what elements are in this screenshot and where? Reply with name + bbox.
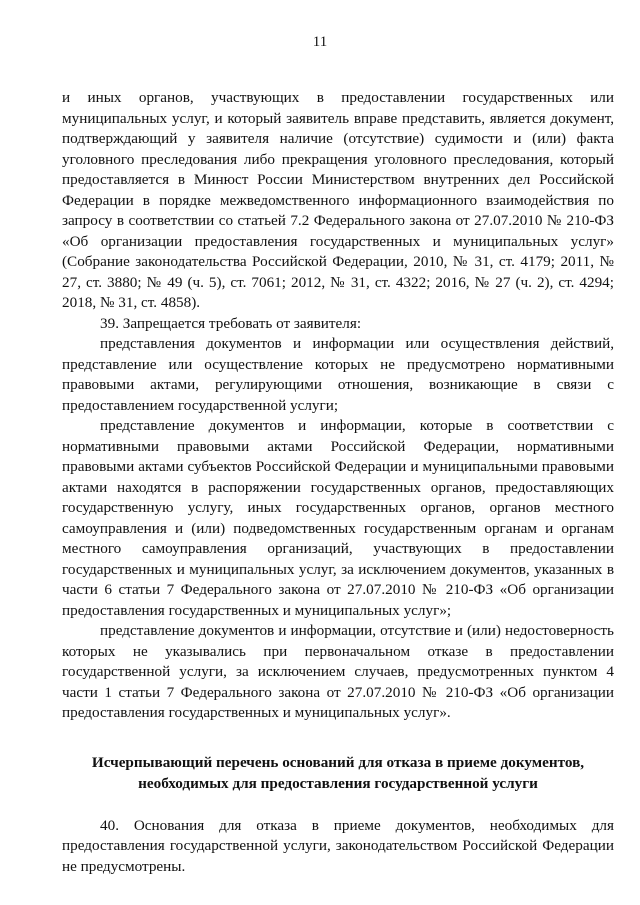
section-heading-line-2: необходимых для предоставления государственной услуги <box>138 774 538 792</box>
page-number: 11 <box>312 34 328 50</box>
paragraph-requirement-3: представление документов и информации, отсутствие и (или) недостоверность которых не указывались при первоначальном отказе в предоставлении государственной услуги, за исключением случаев, предусмотренных пунктом 4 части 1 статьи 7 Федерального закона от 27.07.2010 № 210-ФЗ «Об организации предоставления государственных и муниципальных услуг». <box>62 622 614 721</box>
paragraph-requirement-1: представления документов и информации или осуществления действий, представление или осуществление которых не предусмотрено нормативными правовыми актами, регулирующими отношения, возникающие в связи с предоставлением государственной услуги; <box>62 335 614 414</box>
paragraph-requirement-2: представление документов и информации, которые в соответствии с нормативными правовыми актами Российской Федерации, нормативными правовыми актами субъектов Российской Федерации и муниципальными правовыми актами находятся в распоряжении государственных органов, предоставляющих государственную услугу, иных государственных органов, органов местного самоуправления и (или) подведомственных государственным органам и органам местного самоуправления организаций, участвующих в предоставлении государственных и муниципальных услуг, за исключением документов, указанных в части 6 статьи 7 Федерального закона от 27.07.2010 № 210-ФЗ «Об организации предоставления государственных и муниципальных услуг»; <box>62 417 614 619</box>
document-body <box>62 88 614 877</box>
section-heading <box>62 752 614 794</box>
section-heading-line-1: Исчерпывающий перечень оснований для отказа в приеме документов, <box>91 753 585 771</box>
paragraph-item-40: 40. Основания для отказа в приеме документов, необходимых для предоставления государственной услуги, законодательством Российской Федерации не предусмотрены. <box>62 816 614 875</box>
paragraph-item-39: 39. Запрещается требовать от заявителя: <box>100 314 362 332</box>
paragraph-continuation: и иных органов, участвующих в предоставлении государственных или муниципальных услуг, и который заявитель вправе представить, является документ, подтверждающий у заявителя наличие (отсутствие) судимости и (или) факта уголовного преследования либо прекращения уголовного преследования, который предоставляется в Минюст России Министерством внутренних дел Российской Федерации в порядке межведомственного информационного взаимодействия по запросу в соответствии со статьей 7.2 Федерального закона от 27.07.2010 № 210-ФЗ «Об организации предоставления государственных и муниципальных услуг» (Собрание законодательства Российской Федерации, 2010, № 31, ст. 4179; 2011, № 27, ст. 3880; № 49 (ч. 5), ст. 7061; 2012, № 31, ст. 4322; 2016, № 27 (ч. 2), ст. 4294; 2018, № 31, ст. 4858). <box>62 89 614 311</box>
